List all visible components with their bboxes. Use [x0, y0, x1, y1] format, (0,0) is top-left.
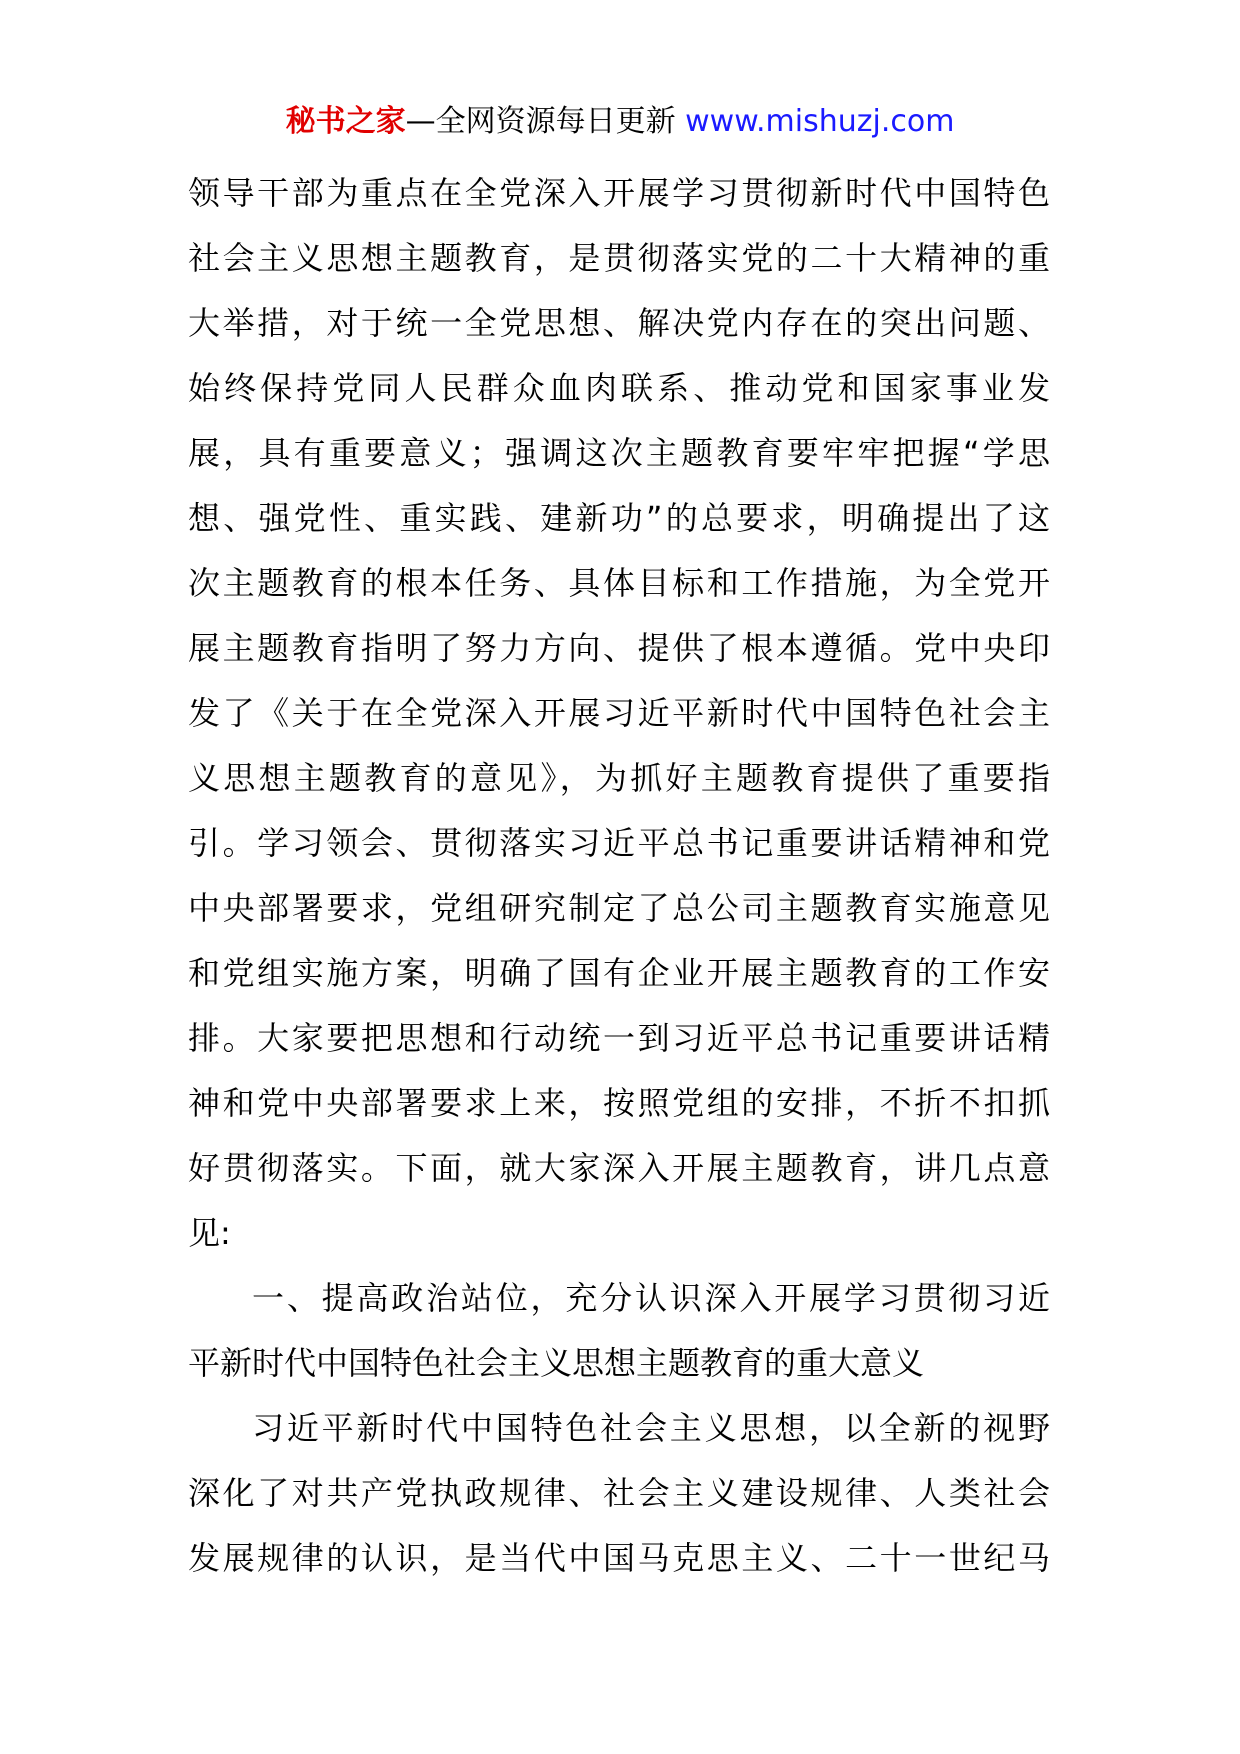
paragraph-body — [188, 1396, 1050, 1591]
document-body — [188, 161, 1050, 1591]
text-line: 和党组实施方案，明确了国有企业开展主题教育的工作安 — [188, 954, 1050, 992]
site-url-link[interactable]: www.mishuzj.com — [685, 104, 955, 139]
text-line: 深化了对共产党执政规律、社会主义建设规律、人类社会 — [188, 1474, 1050, 1512]
text-line: 见: — [188, 1214, 231, 1252]
text-line: 次主题教育的根本任务、具体目标和工作措施，为全党开 — [188, 564, 1050, 602]
text-line: 领导干部为重点在全党深入开展学习贯彻新时代中国特色 — [188, 174, 1050, 212]
text-line: 社会主义思想主题教育，是贯彻落实党的二十大精神的重 — [188, 239, 1050, 277]
text-line: 发展规律的认识，是当代中国马克思主义、二十一世纪马 — [188, 1539, 1050, 1577]
text-line: 排。大家要把思想和行动统一到习近平总书记重要讲话精 — [188, 1019, 1050, 1057]
text-line: 大举措，对于统一全党思想、解决党内存在的突出问题、 — [188, 304, 1050, 342]
text-line: 想、强党性、重实践、建新功”的总要求，明确提出了这 — [188, 499, 1050, 537]
text-line: 始终保持党同人民群众血肉联系、推动党和国家事业发 — [188, 369, 1050, 407]
text-line: 发了《关于在全党深入开展习近平新时代中国特色社会主 — [188, 694, 1050, 732]
brand-name: 秘书之家 — [285, 104, 406, 139]
text-line: 习近平新时代中国特色社会主义思想，以全新的视野 — [252, 1409, 1050, 1447]
paragraph-intro — [188, 161, 1050, 1266]
text-line: 展，具有重要意义；强调这次主题教育要牢牢把握“学思 — [188, 434, 1050, 472]
text-line: 中央部署要求，党组研究制定了总公司主题教育实施意见 — [188, 889, 1050, 927]
heading-line: 平新时代中国特色社会主义思想主题教育的重大意义 — [188, 1344, 925, 1382]
heading-line: 一、提高政治站位，充分认识深入开展学习贯彻习近 — [252, 1279, 1050, 1317]
text-line: 神和党中央部署要求上来，按照党组的安排，不折不扣抓 — [188, 1084, 1050, 1122]
text-line: 引。学习领会、贯彻落实习近平总书记重要讲话精神和党 — [188, 824, 1050, 862]
page-header — [0, 100, 1240, 144]
header-slogan: —全网资源每日更新 — [405, 104, 676, 139]
section-heading — [188, 1266, 1050, 1396]
text-line: 展主题教育指明了努力方向、提供了根本遵循。党中央印 — [188, 629, 1050, 667]
text-line: 好贯彻落实。下面，就大家深入开展主题教育，讲几点意 — [188, 1149, 1050, 1187]
text-line: 义思想主题教育的意见》，为抓好主题教育提供了重要指 — [188, 759, 1050, 797]
